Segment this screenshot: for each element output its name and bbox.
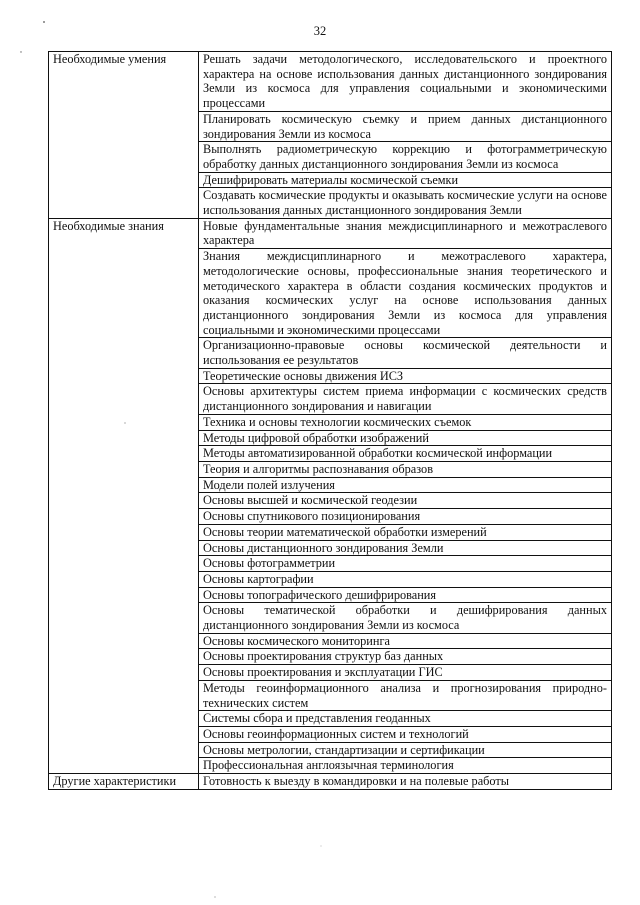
requirement-cell: Основы фотограмметрии [199,556,612,572]
requirement-cell: Основы тематической обработки и дешифрирования данных дистанционного зондирования Земли из космоса [199,603,612,633]
requirement-cell: Модели полей излучения [199,477,612,493]
requirement-cell: Планировать космическую съемку и прием данных дистанционного зондирования Земли из космоса [199,111,612,141]
requirement-cell: Профессиональная англоязычная терминология [199,758,612,774]
requirement-cell: Техника и основы технологии космических съемок [199,414,612,430]
requirement-cell: Теоретические основы движения ИСЗ [199,368,612,384]
requirement-cell: Системы сбора и представления геоданных [199,711,612,727]
requirement-cell: Методы автоматизированной обработки космической информации [199,446,612,462]
requirement-cell: Выполнять радиометрическую коррекцию и фотограмметрическую обработку данных дистанционного зондирования Земли из космоса [199,142,612,172]
requirement-cell: Готовность к выезду в командировки и на полевые работы [199,774,612,790]
requirement-cell: Решать задачи методологического, исследовательского и проектного характера на основе использования данных дистанционного зондирования Земли из космоса для управления социальными и экономическими процессами [199,52,612,112]
requirement-cell: Основы космического мониторинга [199,633,612,649]
page-number: 32 [313,24,327,38]
category-cell: Другие характеристики [49,774,199,790]
requirement-cell: Дешифрировать материалы космической съемки [199,172,612,188]
requirement-cell: Основы архитектуры систем приема информации с космических средств дистанционного зондирования и навигации [199,384,612,414]
requirement-cell: Основы теории математической обработки измерений [199,524,612,540]
requirement-cell: Методы геоинформационного анализа и прогнозирования природно-технических систем [199,680,612,710]
requirement-cell: Основы проектирования структур баз данных [199,649,612,665]
scan-speck [20,51,21,52]
scan-speck [214,896,215,897]
scan-speck [124,422,125,423]
category-cell: Необходимые знания [49,218,199,773]
requirement-cell: Создавать космические продукты и оказывать космические услуги на основе использования данных дистанционного зондирования Земли [199,188,612,218]
scan-speck [321,846,322,847]
requirement-cell: Основы высшей и космической геодезии [199,493,612,509]
requirement-cell: Основы картографии [199,571,612,587]
requirement-cell: Организационно-правовые основы космической деятельности и использования ее результатов [199,338,612,368]
requirement-cell: Основы спутникового позиционирования [199,509,612,525]
requirement-cell: Знания междисциплинарного и межотраслевого характера, методологические основы, профессиональные знания теоретического и методического характера в области создания космических продуктов и оказания космических услуг на основе использования данных дистанционного зондирования Земли из космоса для управления социальными и экономическими процессами [199,249,612,338]
requirement-cell: Основы метрологии, стандартизации и сертификации [199,742,612,758]
requirement-cell: Основы топографического дешифрирования [199,587,612,603]
requirement-cell: Методы цифровой обработки изображений [199,430,612,446]
category-cell: Необходимые умения [49,52,199,219]
requirement-cell: Основы дистанционного зондирования Земли [199,540,612,556]
requirement-cell: Теория и алгоритмы распознавания образов [199,461,612,477]
requirement-cell: Основы геоинформационных систем и технологий [199,726,612,742]
requirement-cell: Основы проектирования и эксплуатации ГИС [199,665,612,681]
requirement-cell: Новые фундаментальные знания междисциплинарного и межотраслевого характера [199,218,612,248]
scan-speck [43,21,45,23]
